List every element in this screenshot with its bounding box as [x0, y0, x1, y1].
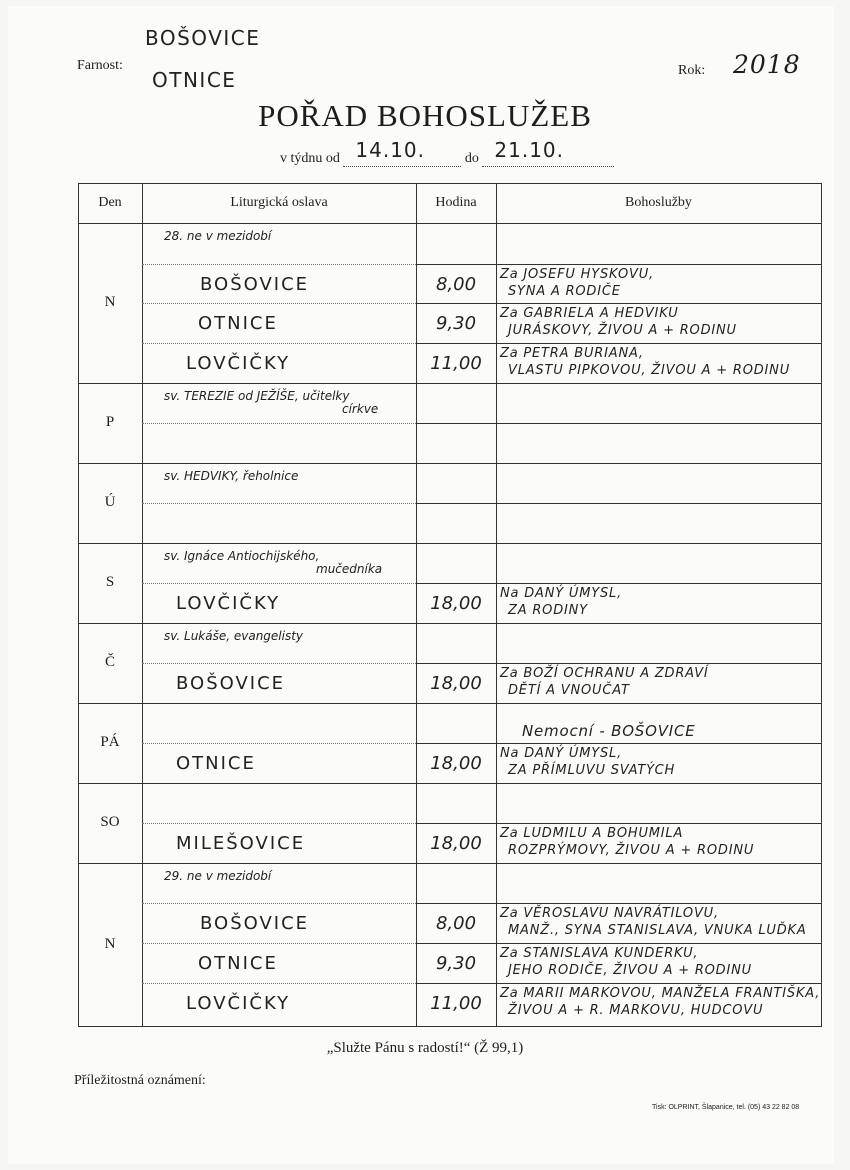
- service-line: Za GABRIELA A HEDVIKU: [500, 306, 679, 321]
- place-name: OTNICE: [198, 953, 278, 974]
- row-divider: [416, 903, 821, 904]
- feast-line: 28. ne v mezidobí: [164, 229, 272, 243]
- service-intention: [500, 345, 820, 379]
- row-divider-dotted: [142, 423, 416, 424]
- feast-line: církve: [342, 402, 379, 416]
- day-label: S: [105, 574, 115, 590]
- service-hour: 8,00: [435, 274, 477, 295]
- day-label: Č: [104, 654, 115, 670]
- row-divider: [416, 303, 821, 304]
- place-name: OTNICE: [198, 313, 278, 334]
- feast-line: sv. HEDVIKY, řeholnice: [164, 469, 299, 483]
- row-divider-dotted: [142, 823, 416, 824]
- row-divider: [416, 264, 821, 265]
- place-name: BOŠOVICE: [200, 913, 310, 934]
- service-line: Za VĚROSLAVU NAVRÁTILOVU,: [500, 906, 719, 921]
- row-divider-dotted: [142, 743, 416, 744]
- service-intention: [500, 585, 820, 619]
- day-label: SO: [100, 814, 120, 830]
- service-hour: 11,00: [430, 993, 482, 1014]
- row-divider: [78, 223, 821, 224]
- place-name: BOŠOVICE: [176, 673, 286, 694]
- row-divider: [416, 663, 821, 664]
- service-hour: 11,00: [430, 353, 482, 374]
- parish-name-2: OTNICE: [152, 68, 237, 92]
- parish-name-1: BOŠOVICE: [145, 26, 261, 50]
- row-divider: [78, 543, 821, 544]
- service-line: JURÁSKOVY, ŽIVOU A + RODINU: [508, 323, 737, 338]
- place-name: MILEŠOVICE: [176, 833, 306, 854]
- feast-line: mučedníka: [316, 562, 383, 576]
- service-hour: 18,00: [430, 673, 482, 694]
- service-line: Za LUDMILU A BOHUMILA: [500, 826, 684, 841]
- announcements-label: Příležitostná oznámení:: [74, 1073, 206, 1088]
- week-from-label: v týdnu od: [280, 151, 340, 166]
- column-divider: [496, 183, 497, 1027]
- service-line: VLASTU PIPKOVOU, ŽIVOU A + RODINU: [508, 363, 791, 378]
- row-divider-dotted: [142, 303, 416, 304]
- feast-line: sv. Ignáce Antiochijského,: [164, 549, 320, 563]
- service-line: Za JOSEFU HYSKOVU,: [500, 267, 654, 282]
- row-divider: [416, 743, 821, 744]
- week-to-field: [482, 138, 614, 167]
- column-divider: [821, 183, 822, 1027]
- feast-line: 29. ne v mezidobí: [164, 869, 272, 883]
- row-divider: [78, 383, 821, 384]
- column-header: Hodina: [435, 195, 477, 210]
- service-intention: [500, 305, 820, 339]
- printer-imprint: Tisk: OLPRINT, Šlapanice, tel. (05) 43 22 82 08: [652, 1104, 800, 1111]
- service-line: ROZPRÝMOVY, ŽIVOU A + RODINU: [508, 843, 755, 858]
- row-divider: [78, 623, 821, 624]
- service-intention: [500, 745, 820, 779]
- page-title: POŘAD BOHOSLUŽEB: [258, 98, 592, 133]
- column-divider: [416, 183, 417, 1027]
- row-divider: [78, 783, 821, 784]
- service-line: Za PETRA BURIANA,: [500, 346, 644, 361]
- service-line: ŽIVOU A + R. MARKOVU, HUDCOVU: [508, 1003, 764, 1018]
- row-divider: [416, 943, 821, 944]
- service-line: Za STANISLAVA KUNDERKU,: [500, 946, 699, 961]
- week-range: [280, 138, 614, 167]
- feast-line: sv. Lukáše, evangelisty: [164, 629, 304, 643]
- column-divider: [142, 183, 143, 1027]
- day-label: N: [104, 935, 116, 952]
- row-divider-dotted: [142, 983, 416, 984]
- row-divider: [78, 863, 821, 864]
- service-line: MANŽ., SYNA STANISLAVA, VNUKA LUĎKA: [508, 923, 807, 938]
- row-divider: [416, 423, 821, 424]
- row-divider-dotted: [142, 583, 416, 584]
- service-line: ZA PŘÍMLUVU SVATÝCH: [508, 763, 676, 778]
- service-intention: [500, 665, 820, 699]
- service-hour: 8,00: [435, 913, 477, 934]
- service-hour: 18,00: [430, 593, 482, 614]
- year-value: 2018: [733, 50, 801, 79]
- column-header: Den: [98, 195, 122, 210]
- row-divider-dotted: [142, 343, 416, 344]
- service-intention: [500, 905, 820, 939]
- service-hour: 18,00: [430, 833, 482, 854]
- row-divider-dotted: [142, 903, 416, 904]
- service-intention: [500, 945, 820, 979]
- row-divider-dotted: [142, 663, 416, 664]
- service-line: Za BOŽÍ OCHRANU A ZDRAVÍ: [500, 666, 709, 681]
- row-divider-dotted: [142, 943, 416, 944]
- row-divider: [416, 343, 821, 344]
- service-line: SYNA A RODIČE: [508, 284, 621, 299]
- column-header: Bohoslužby: [625, 195, 692, 210]
- service-note: Nemocní - BOŠOVICE: [522, 722, 696, 740]
- row-divider: [416, 503, 821, 504]
- row-divider: [416, 983, 821, 984]
- week-to-label: do: [464, 151, 479, 166]
- week-to-value: 21.10.: [494, 138, 565, 162]
- place-name: LOVČIČKY: [186, 353, 291, 374]
- day-label: PÁ: [100, 734, 120, 750]
- row-divider-dotted: [142, 503, 416, 504]
- year-label: Rok:: [678, 63, 706, 78]
- motto: „Služte Pánu s radostí!“ (Ž 99,1): [326, 1040, 524, 1056]
- row-divider: [416, 823, 821, 824]
- place-name: LOVČIČKY: [186, 993, 291, 1014]
- day-label: Ú: [104, 494, 116, 510]
- row-divider: [416, 583, 821, 584]
- row-divider: [78, 1026, 821, 1027]
- service-intention: [500, 985, 820, 1019]
- service-hour: 9,30: [435, 953, 477, 974]
- farnost-label: Farnost:: [77, 58, 123, 73]
- place-name: OTNICE: [176, 753, 256, 774]
- service-line: ZA RODINY: [508, 603, 588, 618]
- service-line: Na DANÝ ÚMYSL,: [500, 746, 623, 761]
- feast-line: sv. TEREZIE od JEŽÍŠE, učitelky: [164, 389, 350, 403]
- place-name: LOVČIČKY: [176, 593, 281, 614]
- service-hour: 9,30: [435, 313, 477, 334]
- place-name: BOŠOVICE: [200, 274, 310, 295]
- day-label: N: [104, 294, 116, 310]
- service-line: DĚTÍ A VNOUČAT: [508, 683, 630, 698]
- row-divider-dotted: [142, 264, 416, 265]
- day-label: P: [105, 414, 115, 430]
- service-intention: [500, 266, 820, 300]
- service-line: Na DANÝ ÚMYSL,: [500, 586, 623, 601]
- row-divider: [78, 463, 821, 464]
- service-intention: [500, 825, 820, 859]
- service-hour: 18,00: [430, 753, 482, 774]
- week-from-field: [343, 138, 461, 167]
- service-line: Za MARII MARKOVOU, MANŽELA FRANTIŠKA,: [500, 986, 821, 1001]
- row-divider: [78, 703, 821, 704]
- column-header: Liturgická oslava: [230, 195, 328, 210]
- service-line: JEHO RODIČE, ŽIVOU A + RODINU: [508, 963, 752, 978]
- week-from-value: 14.10.: [355, 138, 426, 162]
